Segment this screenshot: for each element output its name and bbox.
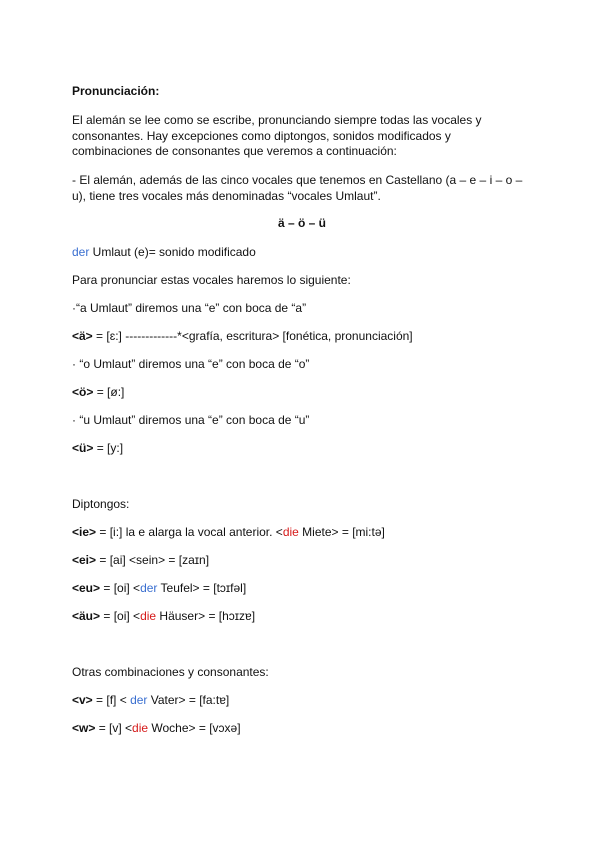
symbol: <v> <box>72 693 93 707</box>
umlaut-vowels: ä – ö – ü <box>277 216 327 230</box>
article-die: die <box>282 525 299 539</box>
symbol: <ä> <box>72 329 93 343</box>
symbol: <ie> <box>72 525 97 539</box>
rule-u-value: <ü> = [y:] <box>72 441 124 455</box>
combination-v: <v> = [f] < der Vater> = [fa:tɐ] <box>72 693 230 707</box>
diphthong-ie: <ie> = [i:] la e alarga la vocal anterior. <die Miete> = [mi:tə] <box>72 525 385 539</box>
diphthong-ei: <ei> = [ai] <sein> = [zaɪn] <box>72 553 210 567</box>
combinations-heading: Otras combinaciones y consonantes: <box>72 665 269 679</box>
section-title: Pronunciación: <box>72 84 160 98</box>
diphthongs-heading: Diptongos: <box>72 497 130 511</box>
symbol: <ü> <box>72 441 94 455</box>
article-die: die <box>140 609 157 623</box>
symbol: <ö> <box>72 385 94 399</box>
rule-o-value: <ö> = [ø:] <box>72 385 125 399</box>
symbol: <ei> <box>72 553 97 567</box>
article-der: der <box>130 693 148 707</box>
umlaut-definition-text: Umlaut (e)= sonido modificado <box>89 245 256 259</box>
pronounce-intro: Para pronunciar estas vocales haremos lo siguiente: <box>72 273 351 287</box>
symbol: <w> <box>72 721 96 735</box>
intro-paragraph: El alemán se lee como se escribe, pronunciando siempre todas las vocales y consonantes. Hay excepciones como diptongos, sonidos modificados y combinaciones de consonantes que veremos a continuación: <box>72 113 482 158</box>
article-die: die <box>132 721 149 735</box>
diphthong-au: <äu> = [oi] <die Häuser> = [hɔɪzɐ] <box>72 609 256 623</box>
vowels-paragraph: - El alemán, además de las cinco vocales que tenemos en Castellano (a – e – i – o – u), tiene tres vocales más denominadas “vocales Umlaut”. <box>72 173 523 203</box>
rule-u-text: · “u Umlaut” diremos una “e” con boca de “u” <box>72 413 310 427</box>
article-der: der <box>72 245 90 259</box>
combination-w: <w> = [v] <die Woche> = [vɔxə] <box>72 721 241 735</box>
rule-a-text: ·“a Umlaut” diremos una “e” con boca de “a” <box>72 301 307 315</box>
rule-o-text: · “o Umlaut” diremos una “e” con boca de “o” <box>72 357 310 371</box>
rule-a-value: <ä> = [ɛ:] -------------*<grafía, escritura> [fonética, pronunciación] <box>72 329 413 343</box>
umlaut-definition <box>72 245 532 261</box>
symbol: <eu> <box>72 581 101 595</box>
diphthong-eu: <eu> = [oi] <der Teufel> = [tɔɪfəl] <box>72 581 247 595</box>
article-der: der <box>140 581 158 595</box>
symbol: <äu> <box>72 609 101 623</box>
